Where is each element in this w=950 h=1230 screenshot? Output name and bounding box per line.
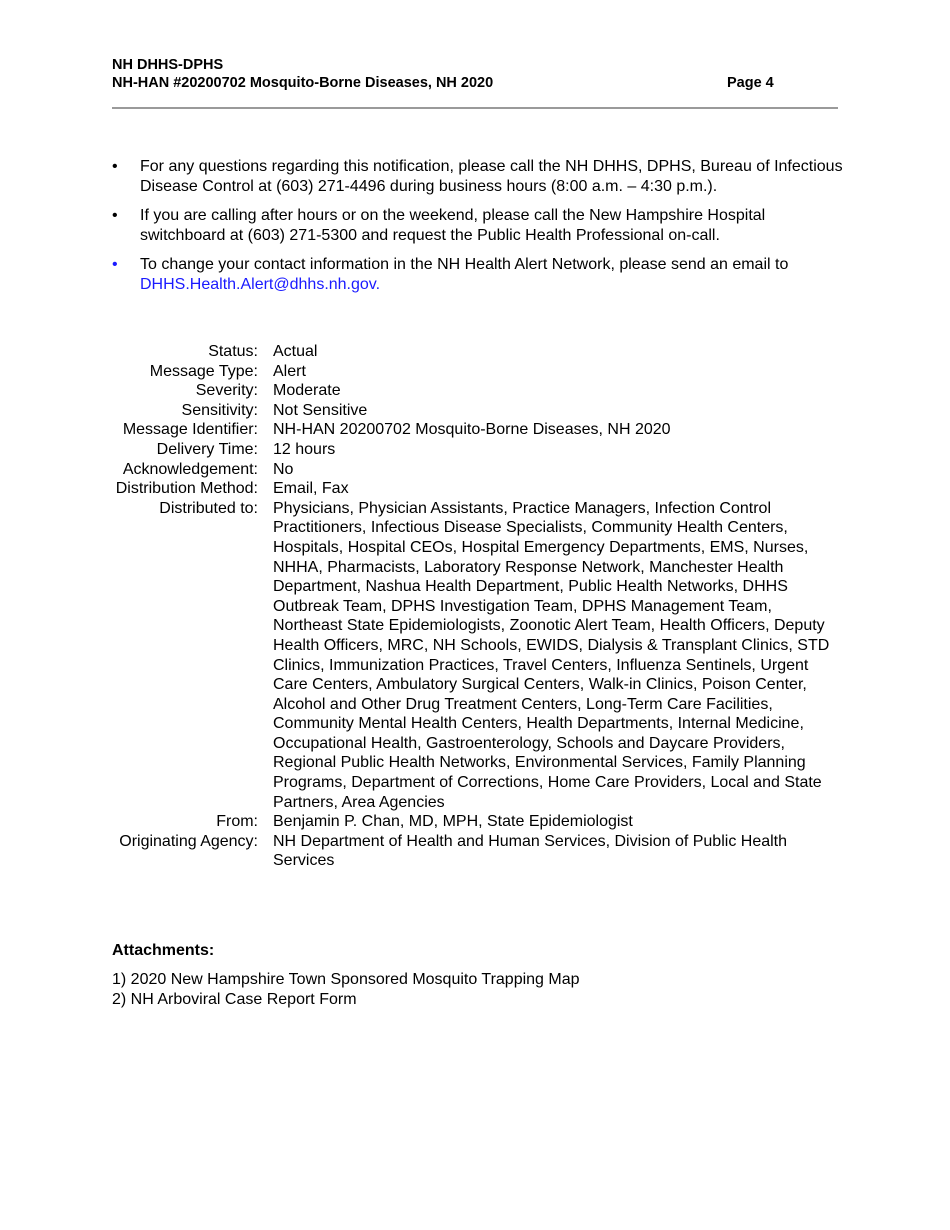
attachments-title: Attachments: bbox=[112, 942, 215, 959]
contact-bullets bbox=[112, 157, 852, 304]
meta-row-distribution-method bbox=[110, 479, 838, 499]
header-page-number: Page 4 bbox=[727, 75, 774, 91]
bullet-text: To change your contact information in the NH Health Alert Network, please send an email to bbox=[140, 256, 789, 273]
bullet-icon: • bbox=[112, 256, 118, 273]
meta-label: Originating Agency: bbox=[119, 832, 258, 850]
meta-row-sensitivity bbox=[110, 401, 838, 421]
meta-value: Actual bbox=[273, 343, 318, 360]
bullet-text: For any questions regarding this notification, please call the NH DHHS, DPHS, Bureau of Infectious Disease Control at (603) 271-4496 during business hours (8:00 a.m. – 4:30 p.m.). bbox=[140, 158, 843, 195]
meta-value: Physicians, Physician Assistants, Practice Managers, Infection Control Practitioners, Infectious Disease Specialists, Community Health Centers, Hospitals, Hospital CEOs, Hospital Emergency Departments, EMS, Nurses, NHHA, Pharmacists, Laboratory Response Network, Manchester Health Department, Nashua Health Department, Public Health Networks, DHHS Outbreak Team, DPHS Investigation Team, DPHS Management Team, Northeast State Epidemiologists, Zoonotic Alert Team, Health Officers, Deputy Health Officers, MRC, NH Schools, EWIDS, Dialysis & Transplant Clinics, STD Clinics, Immunization Practices, Travel Centers, Influenza Sentinels, Urgent Care Centers, Ambulatory Surgical Centers, Walk-in Clinics, Poison Center, Alcohol and Other Drug Treatment Centers, Long-Term Care Facilities, Community Mental Health Centers, Health Departments, Internal Medicine, Occupational Health, Gastroenterology, Schools and Daycare Providers, Regional Public Health Networks, Environmental Services, Family Planning Programs, Department of Corrections, Home Care Providers, Local and State Partners, Area Agencies bbox=[273, 499, 830, 811]
meta-row-acknowledgement bbox=[110, 460, 838, 480]
meta-label: From: bbox=[216, 813, 258, 831]
meta-row-status bbox=[110, 342, 838, 362]
meta-value: NH Department of Health and Human Services, Division of Public Health Services bbox=[273, 832, 788, 870]
attachment-item: 1) 2020 New Hampshire Town Sponsored Mosquito Trapping Map bbox=[112, 971, 580, 988]
email-link[interactable]: DHHS.Health.Alert@dhhs.nh.gov bbox=[140, 275, 376, 293]
bullet-icon: • bbox=[112, 158, 118, 175]
meta-row-originating-agency bbox=[110, 832, 838, 871]
meta-label: Distribution Method: bbox=[115, 480, 258, 498]
meta-value: Benjamin P. Chan, MD, MPH, State Epidemiologist bbox=[273, 813, 633, 831]
meta-value: Not Sensitive bbox=[273, 401, 368, 419]
bullet-icon: • bbox=[112, 207, 118, 224]
header-title: NH-HAN #20200702 Mosquito-Borne Diseases, NH 2020 bbox=[112, 75, 494, 91]
meta-value: Alert bbox=[273, 362, 306, 380]
message-metadata-table bbox=[110, 342, 838, 871]
meta-label: Sensitivity: bbox=[181, 401, 258, 419]
bullet-questions bbox=[112, 157, 852, 196]
meta-label: Delivery Time: bbox=[156, 440, 258, 458]
meta-label: Message Type: bbox=[149, 362, 258, 380]
meta-label: Status: bbox=[208, 343, 258, 360]
meta-label: Message Identifier: bbox=[122, 421, 258, 439]
email-link-period: . bbox=[375, 275, 381, 293]
header-rule bbox=[112, 107, 838, 109]
meta-row-severity bbox=[110, 381, 838, 401]
meta-value: 12 hours bbox=[273, 440, 336, 458]
meta-value: Moderate bbox=[273, 382, 341, 400]
attachments-list bbox=[112, 970, 580, 1009]
header-org: NH DHHS-DPHS bbox=[112, 57, 224, 73]
meta-row-message-identifier bbox=[110, 420, 838, 440]
bullet-after-hours bbox=[112, 206, 852, 245]
attachment-item: 2) NH Arboviral Case Report Form bbox=[112, 990, 357, 1008]
meta-label: Distributed to: bbox=[159, 499, 258, 517]
meta-value: NH-HAN 20200702 Mosquito-Borne Diseases, NH 2020 bbox=[273, 421, 671, 439]
meta-row-message-type bbox=[110, 362, 838, 382]
meta-label: Acknowledgement: bbox=[122, 460, 258, 478]
meta-value: No bbox=[273, 460, 294, 478]
meta-label: Severity: bbox=[195, 382, 258, 400]
bullet-text: If you are calling after hours or on the weekend, please call the New Hampshire Hospital switchboard at (603) 271-5300 and request the Public Health Professional on-call. bbox=[140, 207, 766, 244]
meta-row-from bbox=[110, 812, 838, 832]
page-header bbox=[112, 56, 838, 92]
meta-value: Email, Fax bbox=[273, 480, 349, 498]
meta-row-delivery-time bbox=[110, 440, 838, 460]
bullet-contact-change bbox=[112, 255, 852, 294]
meta-row-distributed-to bbox=[110, 499, 838, 813]
